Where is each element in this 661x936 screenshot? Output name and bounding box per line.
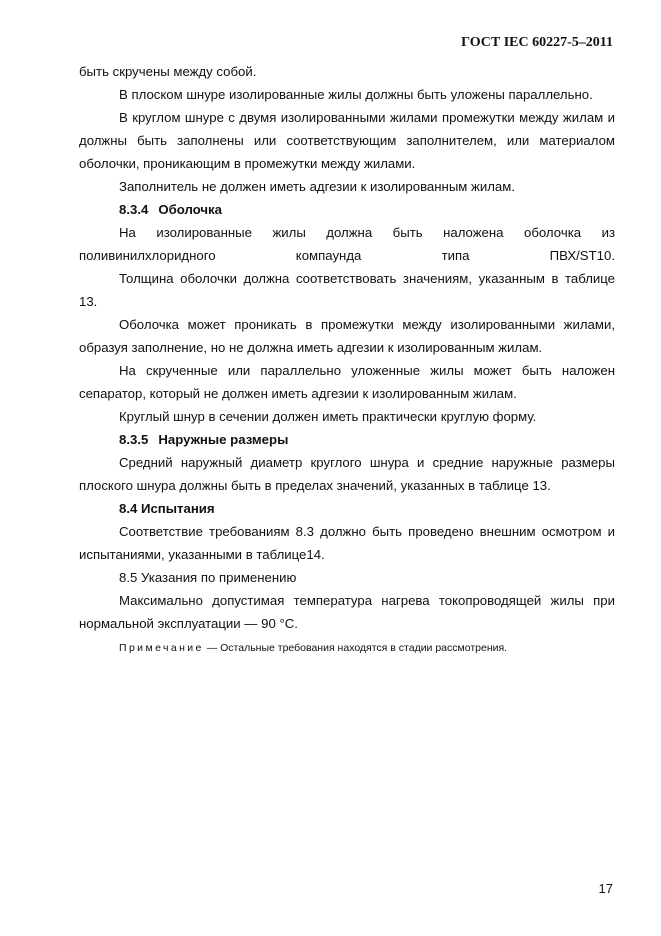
paragraph: В круглом шнуре с двумя изолированными жилами промежутки между жилам и должны быть заполнены или соответствующим заполнителем, или материалом оболочки, проникающим в промежутки между жилами. [79,110,615,171]
note-text: — Остальные требования находятся в стадии рассмотрения. [203,642,508,654]
paragraph: Оболочка может проникать в промежутки между изолированными жилами, образуя заполнение, но не должна иметь адгезии к изолированным жилам. [79,317,615,355]
section-heading-8-4: 8.4 Испытания [119,501,215,516]
section-number: 8.3.5 [119,432,149,447]
paragraph: На скрученные или параллельно уложенные жилы может быть наложен сепаратор, который не должен иметь адгезии к изолированным жилам. [79,363,615,401]
paragraph: Средний наружный диаметр круглого шнура и средние наружные размеры плоского шнура должны быть в пределах значений, указанных в таблице 13. [79,455,615,493]
paragraph: В плоском шнуре изолированные жилы должны быть уложены параллельно. [119,87,593,102]
section-heading-8-3-5 [79,428,615,451]
paragraph: Соответствие требованиям 8.3 должно быть проведено внешним осмотром и испытаниями, указанными в таблице14. [79,524,615,562]
note-label: Примечание [119,642,204,654]
section-heading-8-5: 8.5 Указания по применению [119,570,297,585]
paragraph: быть скручены между собой. [79,64,257,79]
note [79,639,615,657]
document-id-header: ГОСТ IEC 60227-5–2011 [461,35,613,50]
paragraph: Заполнитель не должен иметь адгезии к изолированным жилам. [119,179,515,194]
paragraph: Максимально допустимая температура нагрева токопроводящей жилы при нормальной эксплуатации — 90 °С. [79,593,615,631]
section-title: Оболочка [158,202,222,217]
page-number: 17 [598,881,613,896]
paragraph: На изолированные жилы должна быть наложена оболочка из поливинилхлоридного компаунда типа ПВХ/ST10. [79,225,615,263]
paragraph: Круглый шнур в сечении должен иметь практически круглую форму. [119,409,537,424]
paragraph: Толщина оболочки должна соответствовать значениям, указанным в таблице 13. [79,271,615,309]
body-text [79,60,615,657]
section-title: Наружные размеры [158,432,289,447]
section-heading-8-3-4 [79,198,615,221]
section-number: 8.3.4 [119,202,149,217]
